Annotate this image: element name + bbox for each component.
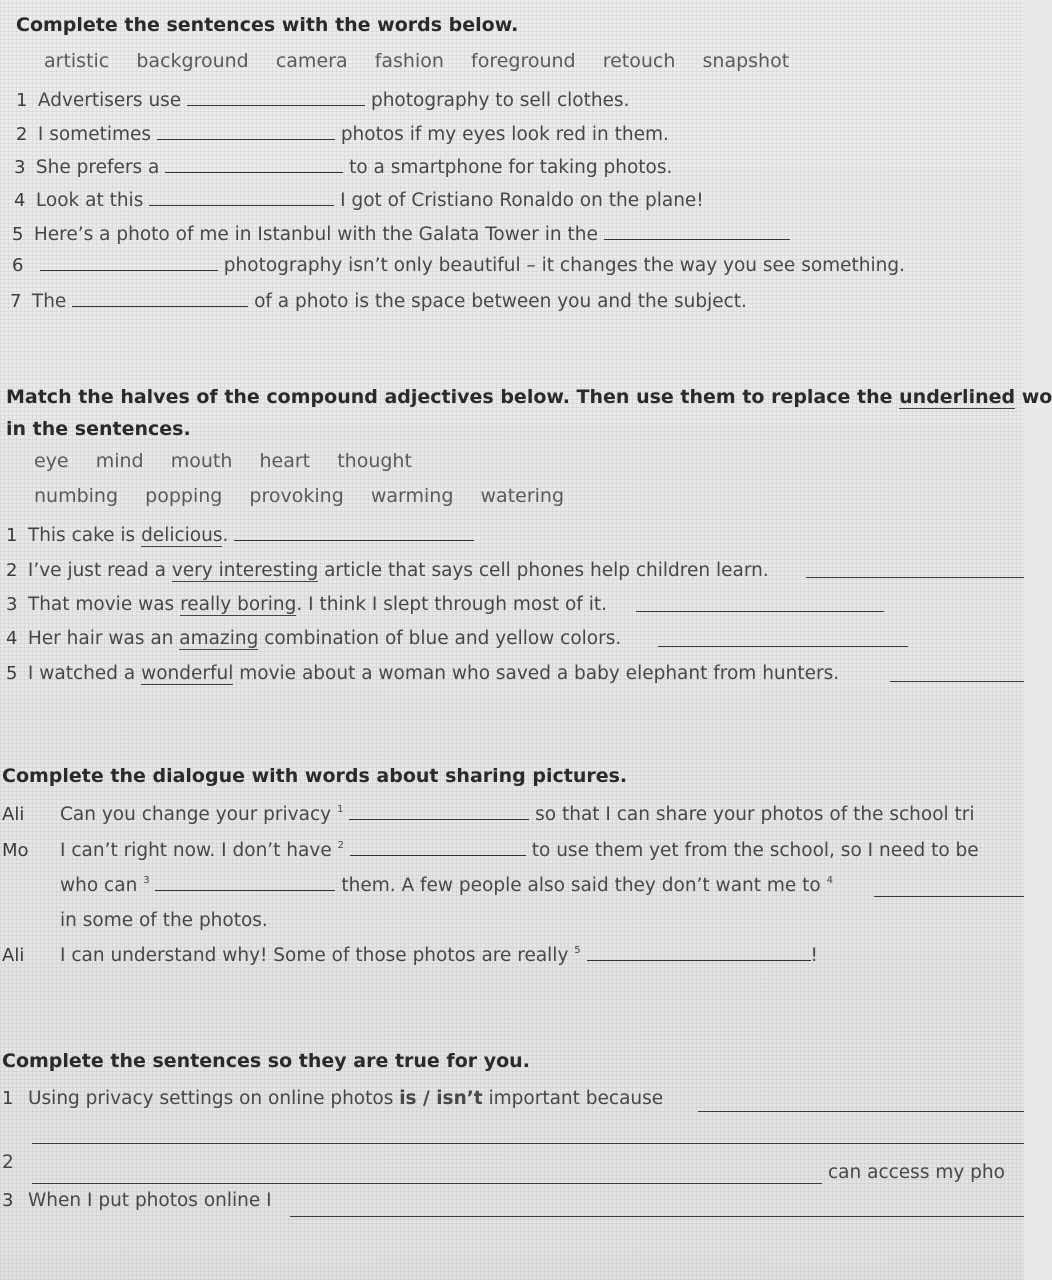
answer-blank[interactable] bbox=[350, 854, 526, 856]
answer-blank[interactable] bbox=[187, 104, 365, 106]
ex1-item-3: 3 She prefers a to a smartphone for taking photos. bbox=[14, 157, 673, 178]
ex2-item-3: 3 That movie was really boring. I think I slept through most of it. bbox=[6, 594, 607, 615]
word-fashion: fashion bbox=[374, 50, 444, 72]
ex1-item-4: 4 Look at this I got of Cristiano Ronaldo on the plane! bbox=[14, 190, 704, 211]
exercise-4-title: Complete the sentences so they are true for you. bbox=[2, 1050, 530, 1072]
ex4-item-3: 3 When I put photos online I bbox=[2, 1190, 272, 1211]
answer-blank[interactable] bbox=[165, 171, 343, 173]
exercise-1-title: Complete the sentences with the words below. bbox=[16, 14, 519, 36]
word-camera: camera bbox=[275, 50, 348, 72]
dialogue-line-5: Ali I can understand why! Some of those photos are really $^5$ ! bbox=[2, 945, 818, 966]
ex4-item-1: 1 Using privacy settings on online photos is / isn’t important because bbox=[2, 1088, 664, 1109]
ex1-item-5: 5 Here’s a photo of me in Istanbul with the Galata Tower in the bbox=[12, 224, 790, 245]
answer-blank[interactable] bbox=[874, 896, 1024, 897]
speaker-label: Ali bbox=[2, 945, 25, 966]
answer-line[interactable] bbox=[290, 1216, 1024, 1217]
dialogue-line-3: who can $^3$ them. A few people also said they don’t want me to $^4$ bbox=[60, 875, 834, 896]
adjective-first-halves: eye mind mouth heart thought bbox=[34, 450, 412, 472]
ex1-item-1: 1 Advertisers use photography to sell clothes. bbox=[16, 90, 630, 111]
word-bank-1 bbox=[44, 50, 811, 72]
answer-blank[interactable] bbox=[604, 238, 790, 240]
ex4-item-2-text: can access my pho bbox=[828, 1162, 1005, 1183]
answer-blank[interactable] bbox=[157, 138, 335, 140]
speaker-label: Ali bbox=[2, 804, 25, 825]
answer-blank[interactable] bbox=[40, 269, 218, 271]
ex1-item-2: 2 I sometimes photos if my eyes look red in them. bbox=[16, 124, 669, 145]
answer-line[interactable] bbox=[32, 1183, 822, 1184]
ex2-item-1: 1 This cake is delicious. bbox=[6, 525, 474, 546]
answer-blank[interactable] bbox=[636, 611, 884, 612]
ex1-item-6: 6 photography isn’t only beautiful – it changes the way you see something. bbox=[12, 255, 906, 276]
dialogue-line-2: Mo I can’t right now. I don’t have $^2$ to use them yet from the school, so I need to be bbox=[2, 840, 979, 861]
ex2-item-2: 2 I’ve just read a very interesting article that says cell phones help children learn. bbox=[6, 560, 769, 581]
answer-line[interactable] bbox=[32, 1143, 1024, 1144]
answer-blank[interactable] bbox=[349, 818, 529, 820]
dialogue-line-1: Ali Can you change your privacy $^1$ so that I can share your photos of the school tri bbox=[2, 804, 975, 825]
answer-line[interactable] bbox=[698, 1111, 1024, 1112]
ex2-item-5: 5 I watched a wonderful movie about a woman who saved a baby elephant from hunters. bbox=[6, 663, 840, 684]
exercise-2-title: Match the halves of the compound adjectives below. Then use them to replace the underlined wo bbox=[6, 386, 1052, 408]
answer-blank[interactable] bbox=[149, 204, 334, 206]
word-retouch: retouch bbox=[602, 50, 676, 72]
exercise-2-title-line2: in the sentences. bbox=[6, 418, 191, 440]
answer-blank[interactable] bbox=[234, 539, 474, 541]
word-artistic: artistic bbox=[44, 50, 110, 72]
answer-blank[interactable] bbox=[72, 305, 248, 307]
adjective-second-halves: numbing popping provoking warming watering bbox=[34, 485, 565, 507]
ex4-item-2-number: 2 bbox=[2, 1152, 14, 1173]
word-foreground: foreground bbox=[471, 50, 576, 72]
speaker-label: Mo bbox=[2, 840, 29, 861]
exercise-3-title: Complete the dialogue with words about sharing pictures. bbox=[2, 765, 628, 787]
ex2-item-4: 4 Her hair was an amazing combination of blue and yellow colors. bbox=[6, 628, 622, 649]
word-background: background bbox=[136, 50, 249, 72]
dialogue-line-4: in some of the photos. bbox=[60, 910, 268, 931]
word-snapshot: snapshot bbox=[702, 50, 790, 72]
answer-blank[interactable] bbox=[155, 889, 335, 891]
answer-blank[interactable] bbox=[890, 681, 1024, 682]
answer-blank[interactable] bbox=[587, 959, 811, 961]
answer-blank[interactable] bbox=[806, 577, 1024, 578]
ex1-item-7: 7 The of a photo is the space between you and the subject. bbox=[10, 291, 747, 312]
answer-blank[interactable] bbox=[658, 646, 908, 647]
